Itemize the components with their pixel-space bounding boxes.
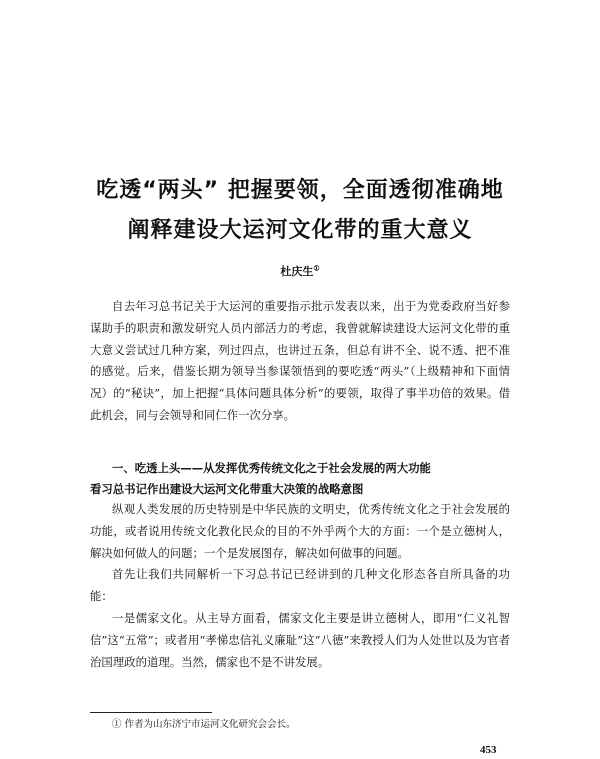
section-heading-line-1: 一、吃透上头——从发挥优秀传统文化之于社会发展的两大功能 <box>112 461 431 475</box>
section-paragraph-3: 一是儒家文化。从主导方面看，儒家文化主要是讲立德树人，即用“仁义礼智信”这“五常”；或者用“孝悌忠信礼义廉耻”这“八德”来教授人们为人处世以及为官者治国理政的道理。当然，儒家也不是不讲发展。 <box>90 610 510 669</box>
author-footnote-mark: ① <box>313 263 320 273</box>
author-name: 杜庆生 <box>280 265 314 278</box>
article-title-line-2: 阐释建设大运河文化带的重大意义 <box>127 218 473 243</box>
section-paragraph-1: 纵观人类发展的历史特别是中华民族的文明史，优秀传统文化之于社会发展的功能，或者说用传统文化教化民众的目的不外乎两个大的方面：一个是立德树人，解决如何做人的问题；一个是发展图存，解决如何做事的问题。 <box>90 502 510 560</box>
section-body <box>90 499 510 673</box>
footnote: ① 作者为山东济宁市运河文化研究会会长。 <box>112 719 296 730</box>
page-number: 453 <box>480 744 497 756</box>
intro-section <box>90 296 510 427</box>
author-line <box>0 263 600 279</box>
footnote-divider <box>90 712 212 713</box>
article-title-line-1: 吃透“两头” 把握要领，全面透彻准确地 <box>96 178 504 203</box>
section-paragraph-2: 首先让我们共同解析一下习总书记已经讲到的几种文化形态各自所具备的功能： <box>90 567 510 604</box>
section-heading-line-2: 看习总书记作出建设大运河文化带重大决策的战略意图 <box>90 481 364 496</box>
section-heading <box>90 458 510 499</box>
intro-paragraph: 自去年习总书记关于大运河的重要指示批示发表以来，出于为党委政府当好参谋助手的职责和激发研究人员内部活力的考虑，我曾就解读建设大运河文化带的重大意义尝试过几种方案，列过四点，也讲过五条，但总有讲不全、说不透、把不准的感觉。后来，借鉴长期为领导当参谋领悟到的要吃透“两头”（上级精神和下面情况）的“秘诀”，加上把握“具体问题具体分析”的要领，取得了事半功倍的效果。借此机会，同与会领导和同仁作一次分享。 <box>90 299 510 422</box>
